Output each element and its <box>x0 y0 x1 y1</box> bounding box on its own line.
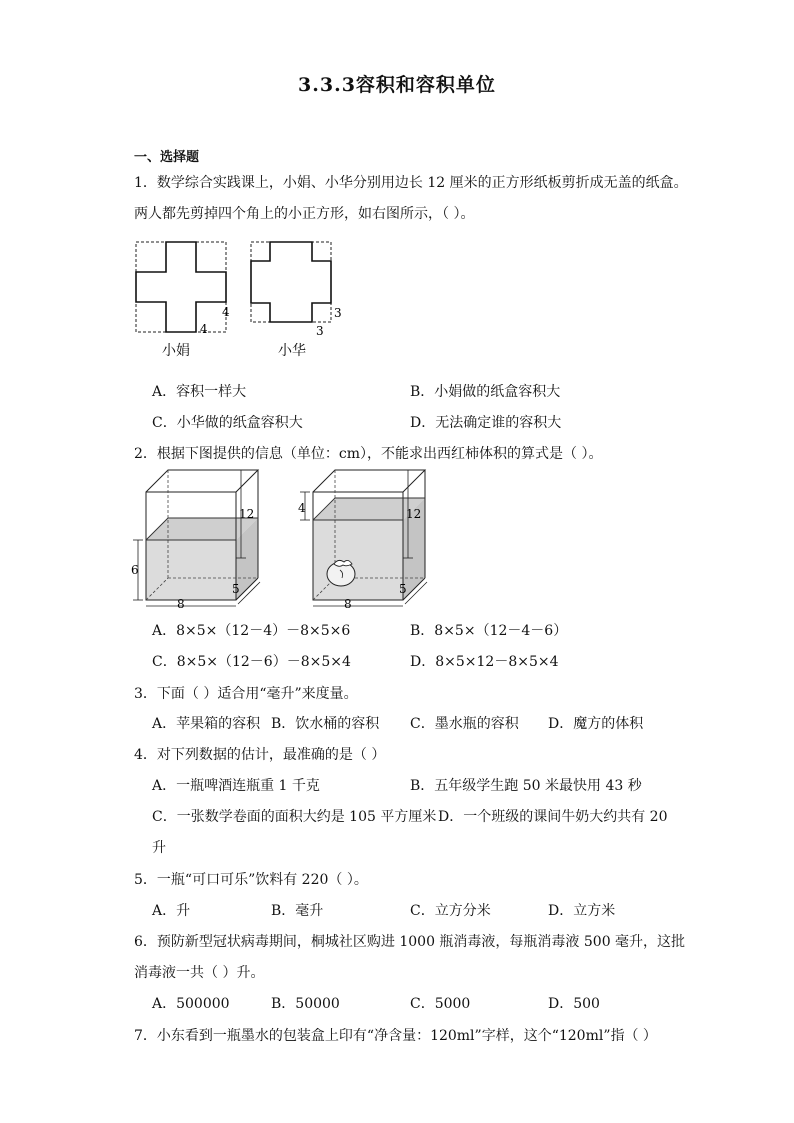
container-left <box>131 470 260 611</box>
right-depth-label: 5 <box>399 582 407 596</box>
q5-text-line1: 5．一瓶“可口可乐”饮料有 220（ ）。 <box>134 872 368 888</box>
q1-option-b[interactable]: B．小娟做的纸盒容积大 <box>410 384 561 400</box>
q6-text-line1: 6．预防新型冠状病毒期间，桐城社区购进 1000 瓶消毒液，每瓶消毒液 500 毫升，这批 <box>134 934 686 950</box>
q1-text-line2: 两人都先剪掉四个角上的小正方形，如右图所示，（ ）。 <box>134 206 475 222</box>
q4-option-c[interactable]: C．一张数学卷面的面积大约是 105 平方厘米 <box>152 809 437 825</box>
q6-option-c[interactable]: C．5000 <box>410 996 471 1012</box>
right-top-label: 4 <box>298 501 306 515</box>
q1-text-line1: 1．数学综合实践课上，小娟、小华分别用边长 12 厘米的正方形纸板剪折成无盖的纸盒。 <box>134 175 688 191</box>
q6-text-line2: 消毒液一共（ ）升。 <box>134 965 265 981</box>
right-width-label: 8 <box>344 597 352 611</box>
xiaojuan-cross-figure <box>136 242 230 336</box>
q2-figure <box>128 462 428 617</box>
q4-option-d[interactable]: D．一个班级的课间牛奶大约共有 20 <box>438 809 668 825</box>
q7-text-line1: 7．小东看到一瓶墨水的包装盒上印有“净含量：120ml”字样，这个“120ml”指（ ） <box>134 1028 657 1044</box>
q5-option-d[interactable]: D．立方米 <box>548 903 616 919</box>
q6-option-d[interactable]: D．500 <box>548 996 600 1012</box>
q5-option-b[interactable]: B．毫升 <box>271 903 324 919</box>
q4-option-d-wrap: 升 <box>152 840 166 856</box>
q4-option-a[interactable]: A．一瓶啤酒连瓶重 1 千克 <box>152 778 320 794</box>
q5-option-a[interactable]: A．升 <box>152 903 191 919</box>
page-title: 3.3.3容积和容积单位 <box>298 74 496 96</box>
xiaohua-label-right: 3 <box>334 306 342 320</box>
xiaohua-caption: 小华 <box>278 343 306 359</box>
q6-option-a[interactable]: A．500000 <box>152 996 230 1012</box>
q3-option-b[interactable]: B．饮水桶的容积 <box>271 716 380 732</box>
q2-option-c[interactable]: C．8×5×（12－6）－8×5×4 <box>152 654 351 670</box>
q3-option-d[interactable]: D．魔方的体积 <box>548 716 644 732</box>
xiaojuan-label-bottom: 4 <box>200 322 208 336</box>
q1-option-d[interactable]: D．无法确定谁的容积大 <box>410 415 562 431</box>
q2-option-b[interactable]: B．8×5×（12－4－6） <box>410 623 568 639</box>
q3-option-a[interactable]: A．苹果箱的容积 <box>152 716 261 732</box>
left-width-label: 8 <box>177 597 185 611</box>
left-depth-label: 5 <box>232 582 240 596</box>
q2-text-line1: 2．根据下图提供的信息（单位：cm），不能求出西红柿体积的算式是（ ）。 <box>134 446 603 462</box>
q4-option-b[interactable]: B．五年级学生跑 50 米最快用 43 秒 <box>410 778 642 794</box>
xiaohua-label-bottom: 3 <box>316 324 324 338</box>
q5-option-c[interactable]: C．立方分米 <box>410 903 491 919</box>
q1-option-c[interactable]: C．小华做的纸盒容积大 <box>152 415 303 431</box>
q1-option-a[interactable]: A．容积一样大 <box>152 384 247 400</box>
xiaojuan-label-right: 4 <box>222 305 230 319</box>
q2-option-a[interactable]: A．8×5×（12－4）－8×5×6 <box>152 623 351 639</box>
q3-text-line1: 3．下面（ ）适合用“毫升”来度量。 <box>134 686 358 702</box>
left-water-label: 6 <box>131 563 139 577</box>
xiaojuan-caption: 小娟 <box>162 343 190 359</box>
xiaohua-cross-figure <box>251 242 342 338</box>
q4-text-line1: 4．对下列数据的估计，最准确的是（ ） <box>134 747 386 763</box>
q3-option-c[interactable]: C．墨水瓶的容积 <box>410 716 519 732</box>
container-right <box>298 470 427 611</box>
q2-option-d[interactable]: D．8×5×12－8×5×4 <box>410 654 559 670</box>
right-height-label: 12 <box>406 507 422 521</box>
q6-option-b[interactable]: B．50000 <box>271 996 340 1012</box>
left-height-label: 12 <box>239 507 255 521</box>
section-heading: 一、选择题 <box>134 150 200 165</box>
